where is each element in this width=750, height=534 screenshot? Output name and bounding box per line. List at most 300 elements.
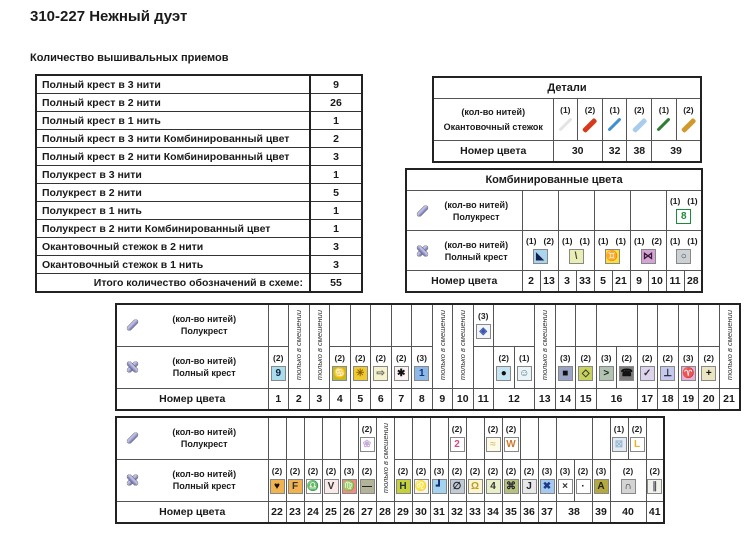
empty-cell (556, 417, 592, 459)
details-table (432, 76, 702, 163)
empty-cell (538, 417, 556, 459)
empty-cell (268, 417, 286, 459)
symbol-cell (371, 346, 392, 388)
symbol-swatch: ⊠ (612, 437, 627, 452)
empty-cell (430, 417, 448, 459)
mix-only-text: только в смешении (724, 309, 734, 380)
stitch-type-cell: Полукрест в 1 нить (36, 202, 310, 220)
stitch-type-label: Полный крест (444, 251, 508, 262)
symbol-cell (448, 459, 466, 501)
color-number: 28 (684, 271, 702, 293)
symbol-swatch: F (288, 479, 303, 494)
table-row (36, 130, 362, 148)
symbol-swatch: ◈ (476, 324, 491, 339)
symbol-cell (340, 459, 358, 501)
thread-count-label: (2) (634, 105, 645, 115)
thread-count-label: (2) (631, 423, 643, 434)
combined-symbol-cell (522, 231, 558, 271)
threads-label: (кол-во нитей) (172, 427, 237, 438)
thread-count-label: (2) (580, 352, 591, 363)
thread-count-label: (1) (687, 196, 698, 206)
color-number: 35 (502, 501, 520, 523)
thread-count-label: (3) (478, 310, 489, 321)
thread-count-label: (2) (683, 105, 694, 115)
symbol-cell (268, 459, 286, 501)
stitch-type-cell: Полный крест в 2 нити (36, 94, 310, 112)
mix-only-text: только в смешении (380, 422, 390, 493)
mix-only-cell (376, 417, 394, 501)
mix-only-text: только в смешении (314, 309, 324, 380)
symbol-cell (617, 346, 638, 388)
empty-cell (371, 304, 392, 346)
symbol-swatch: ● (496, 366, 511, 381)
color-number: 2 (289, 388, 310, 410)
table-row (36, 148, 362, 166)
empty-cell (596, 304, 637, 346)
symbol-cell (358, 459, 376, 501)
thread-count-label: (2) (621, 352, 632, 363)
symbol-cell (484, 417, 502, 459)
thread-count-label: (2) (469, 465, 481, 476)
thread-count-labels (559, 235, 594, 248)
symbol-cell (286, 459, 304, 501)
thread-count-label: (2) (361, 423, 373, 434)
symbol-cell (473, 304, 494, 346)
stitch-count-cell: 1 (310, 112, 362, 130)
color-number: 21 (612, 271, 630, 293)
stitch-type-cell: Полный крест в 1 нить (36, 112, 310, 130)
symbol-cell (610, 417, 628, 459)
total-count-cell: 55 (310, 274, 362, 293)
symbol-swatch: 4 (486, 479, 501, 494)
empty-cell (494, 304, 535, 346)
color-number: 13 (535, 388, 556, 410)
stitch-type-label: Полукрест (180, 439, 228, 450)
thread-count-label: (2) (505, 423, 517, 434)
full-cross-icon (125, 473, 140, 488)
symbol-cell (268, 346, 289, 388)
color-number: 26 (340, 501, 358, 523)
color-number-label: Номер цвета (116, 388, 268, 410)
threads-label: (кол-во нитей) (172, 356, 237, 366)
empty-cell (473, 346, 494, 388)
mix-only-text: только в смешении (458, 309, 468, 380)
color-number: 1 (268, 388, 289, 410)
symbol-swatch: ♌ (414, 480, 428, 492)
edge-stroke-mark (557, 117, 574, 132)
color-number: 2 (522, 271, 540, 293)
color-number: 9 (630, 271, 648, 293)
symbol-cell (350, 346, 371, 388)
thread-count-label: (2) (651, 236, 662, 246)
stats-table (35, 74, 363, 293)
empty-cell (330, 304, 351, 346)
full-cross-row-label (116, 346, 268, 388)
symbol-swatch: × (558, 479, 573, 494)
color-number: 33 (466, 501, 484, 523)
color-number: 19 (678, 388, 699, 410)
edge-stitch-label (433, 99, 553, 141)
empty-cell (678, 304, 699, 346)
color-number: 11 (473, 388, 494, 410)
empty-cell (646, 417, 664, 459)
stitch-type-label: Полукрест (452, 211, 500, 222)
symbol-swatch: ∅ (450, 479, 465, 494)
symbol-swatch: ♥ (270, 479, 285, 494)
empty-cell (350, 304, 371, 346)
thread-count-label: (1) (669, 236, 681, 246)
color-number: 28 (376, 501, 394, 523)
stitch-type-cell: Полный крест в 2 нити Комбинированный цвет (36, 148, 310, 166)
symbol-cell (484, 459, 502, 501)
symbol-cell (592, 459, 610, 501)
color-number-label: Номер цвета (433, 141, 553, 163)
symbol-swatch: 8 (676, 209, 691, 224)
thread-count-label: (3) (601, 352, 612, 363)
symbol-swatch: ∩ (621, 479, 636, 494)
symbol-cell (502, 417, 520, 459)
color-number-label: Номер цвета (406, 271, 522, 293)
mix-only-cell (289, 304, 310, 388)
color-number: 40 (610, 501, 646, 523)
symbol-swatch: ☎ (620, 367, 633, 379)
table-row-total (36, 274, 362, 293)
empty-cell (412, 417, 430, 459)
symbol-cell (494, 346, 515, 388)
color-number: 25 (322, 501, 340, 523)
stitch-type-cell: Полный крест в 3 нити Комбинированный цвет (36, 130, 310, 148)
symbol-cell (304, 459, 322, 501)
full-cross-icon (125, 360, 140, 375)
thread-count-label: (2) (451, 465, 463, 476)
symbol-swatch: Ω (468, 479, 483, 494)
empty-cell (594, 191, 630, 231)
symbol-swatch: \ (569, 249, 584, 264)
mix-only-text: только в смешении (540, 309, 550, 380)
thread-count-label: (1) (598, 236, 609, 246)
color-number: 20 (699, 388, 720, 410)
edge-stitch-text: Окантовочный стежок (443, 121, 543, 132)
color-number: 33 (576, 271, 594, 293)
symbol-cell (430, 459, 448, 501)
thread-count-label: (1) (615, 236, 626, 246)
thread-count-label: (1) (562, 236, 573, 246)
thread-count-label: (2) (415, 465, 427, 476)
symbol-swatch: ☺ (517, 366, 532, 381)
symbol-cell (646, 459, 664, 501)
edge-stroke-cell (602, 99, 627, 141)
thread-count-label: (3) (416, 352, 427, 363)
symbol-cell (628, 417, 646, 459)
stitch-count-cell: 1 (310, 202, 362, 220)
table-row (36, 238, 362, 256)
combined-symbol-cell (666, 231, 702, 271)
t1-table (115, 303, 741, 411)
full-cross-row-label (406, 231, 522, 271)
combined-colors-table (405, 168, 703, 293)
thread-count-label: (1) (634, 236, 645, 246)
thread-count-label: (2) (375, 352, 386, 363)
symbol-swatch: ∥ (647, 479, 662, 494)
symbol-swatch: ⊥ (660, 366, 675, 381)
thread-count-label: (2) (577, 465, 589, 476)
symbol-cell (610, 459, 646, 501)
thread-count-label: (1) (560, 105, 571, 115)
thread-count-label: (3) (541, 465, 553, 476)
thread-count-label: (3) (595, 465, 607, 476)
symbol-swatch: — (360, 479, 375, 494)
symbol-swatch: ♈ (682, 367, 695, 379)
color-number: 36 (520, 501, 538, 523)
thread-count-label: (2) (662, 352, 673, 363)
symbol-cell (448, 417, 466, 459)
thread-count-label: (1) (526, 236, 537, 246)
symbol-cell (394, 459, 412, 501)
symbol-swatch: ⇨ (373, 366, 388, 381)
empty-cell (412, 304, 433, 346)
symbol-swatch: > (599, 366, 614, 381)
color-number: 6 (371, 388, 392, 410)
color-number: 16 (596, 388, 637, 410)
empty-cell (555, 304, 576, 346)
half-cross-icon (415, 203, 430, 218)
color-number: 29 (394, 501, 412, 523)
symbol-swatch: · (576, 479, 591, 494)
half-cross-icon (125, 318, 140, 333)
symbol-swatch: H (396, 479, 411, 494)
symbol-swatch: ♋ (333, 367, 346, 379)
symbol-swatch: 2 (450, 437, 465, 452)
edge-stroke-cell (553, 99, 578, 141)
mix-only-cell (719, 304, 740, 388)
threads-label: (кол-во нитей) (461, 106, 526, 117)
stitch-count-cell: 3 (310, 148, 362, 166)
empty-cell (520, 417, 538, 459)
color-number: 38 (556, 501, 592, 523)
color-number: 30 (553, 141, 602, 163)
stitch-type-cell: Полный крест в 3 нити (36, 75, 310, 94)
stitch-count-cell: 3 (310, 238, 362, 256)
stitch-count-cell: 3 (310, 256, 362, 274)
symbol-swatch: ■ (558, 366, 573, 381)
full-cross-icon (415, 243, 430, 258)
symbol-cell (574, 459, 592, 501)
color-number: 17 (637, 388, 658, 410)
symbol-cell (358, 417, 376, 459)
thread-count-label: (2) (396, 352, 407, 363)
combined-symbol-cell (666, 191, 702, 231)
edge-stroke-mark (655, 117, 672, 132)
thread-count-labels (667, 195, 702, 208)
stitch-type-cell: Окантовочный стежок в 1 нить (36, 256, 310, 274)
color-number: 31 (430, 501, 448, 523)
thread-count-label: (2) (334, 352, 345, 363)
color-number: 3 (309, 388, 330, 410)
thread-count-label: (2) (584, 105, 596, 115)
symbol-swatch: ✱ (394, 366, 409, 381)
thread-count-labels (523, 235, 558, 248)
stats-heading: Количество вышивальных приемов (30, 52, 229, 64)
color-number: 12 (494, 388, 535, 410)
color-number: 38 (627, 141, 652, 163)
thread-count-label: (1) (669, 196, 681, 206)
mix-only-cell (453, 304, 474, 388)
symbol-cell (658, 346, 679, 388)
symbol-swatch: ┛ (432, 479, 447, 494)
thread-count-label: (2) (642, 352, 653, 363)
color-number: 11 (666, 271, 684, 293)
half-cross-icon (125, 431, 140, 446)
symbol-swatch: ≈ (486, 437, 501, 452)
symbol-swatch: ♊ (605, 251, 619, 262)
mix-only-cell (432, 304, 453, 388)
thread-count-label: (2) (487, 423, 499, 434)
edge-stroke-cell (578, 99, 603, 141)
color-number: 39 (652, 141, 701, 163)
symbol-cell (538, 459, 556, 501)
color-number: 37 (538, 501, 556, 523)
edge-stroke-mark (606, 117, 623, 132)
empty-cell (558, 191, 594, 231)
color-number: 39 (592, 501, 610, 523)
thread-count-label: (2) (487, 465, 499, 476)
thread-count-label: (3) (683, 352, 694, 363)
symbol-swatch: ⋈ (641, 249, 656, 264)
color-number: 5 (594, 271, 612, 293)
edge-stroke-cell (627, 99, 652, 141)
empty-cell (304, 417, 322, 459)
symbol-cell (391, 346, 412, 388)
thread-count-label: (3) (560, 352, 571, 363)
symbol-cell (514, 346, 535, 388)
symbol-cell (502, 459, 520, 501)
symbol-swatch: ♍ (342, 480, 356, 492)
stitch-count-cell: 9 (310, 75, 362, 94)
empty-cell (637, 304, 658, 346)
empty-cell (658, 304, 679, 346)
half-cross-row-label (406, 191, 522, 231)
symbol-swatch: V (324, 479, 339, 494)
mix-only-cell (535, 304, 556, 388)
symbol-swatch: 1 (414, 366, 429, 381)
color-number: 34 (484, 501, 502, 523)
thread-count-label: (1) (658, 105, 670, 115)
color-number: 10 (453, 388, 474, 410)
stitch-count-cell: 1 (310, 220, 362, 238)
table-row (36, 75, 362, 94)
thread-count-label: (3) (343, 465, 355, 476)
symbol-swatch: ❀ (360, 437, 375, 452)
color-number: 27 (358, 501, 376, 523)
page-title: 310-227 Нежный дуэт (30, 8, 188, 25)
t2-table (115, 416, 665, 524)
symbol-swatch: ✳ (353, 366, 368, 381)
thread-count-label: (2) (451, 423, 463, 434)
combined-colors-title: Комбинированные цвета (406, 169, 702, 191)
symbol-swatch: ✓ (640, 366, 655, 381)
thread-count-label: (1) (687, 236, 698, 246)
empty-cell (286, 417, 304, 459)
color-number: 21 (719, 388, 740, 410)
thread-count-label: (2) (397, 465, 409, 476)
color-number: 32 (448, 501, 466, 523)
symbol-swatch: ⌘ (504, 479, 519, 494)
thread-count-label: (2) (325, 465, 337, 476)
table-row (36, 166, 362, 184)
table-row (36, 112, 362, 130)
thread-count-label: (2) (271, 465, 283, 476)
thread-count-label: (2) (273, 352, 284, 363)
threads-label: (кол-во нитей) (172, 469, 237, 479)
stitch-type-label: Полукрест (180, 326, 228, 337)
empty-cell (340, 417, 358, 459)
thread-count-label: (1) (609, 105, 620, 115)
thread-count-label: (2) (289, 465, 301, 476)
color-number: 7 (391, 388, 412, 410)
symbol-cell (520, 459, 538, 501)
thread-count-label: (1) (613, 423, 625, 434)
empty-cell (522, 191, 558, 231)
thread-count-label: (2) (523, 465, 535, 476)
color-number: 4 (330, 388, 351, 410)
empty-cell (576, 304, 597, 346)
full-cross-row-label (116, 459, 268, 501)
empty-cell (268, 304, 289, 346)
stitch-count-cell: 5 (310, 184, 362, 202)
empty-cell (630, 191, 666, 231)
symbol-cell (678, 346, 699, 388)
table-row (36, 94, 362, 112)
stitch-count-cell: 2 (310, 130, 362, 148)
color-number: 9 (432, 388, 453, 410)
symbol-cell (412, 346, 433, 388)
combined-symbol-cell (594, 231, 630, 271)
stitch-type-cell: Полукрест в 3 нити (36, 166, 310, 184)
color-number: 3 (558, 271, 576, 293)
symbol-cell (412, 459, 430, 501)
color-number: 24 (304, 501, 322, 523)
mix-only-text: только в смешении (437, 309, 447, 380)
stitch-count-cell: 26 (310, 94, 362, 112)
thread-count-labels (631, 235, 666, 248)
symbol-swatch: ◣ (533, 249, 548, 264)
combined-symbol-cell (630, 231, 666, 271)
edge-stroke-mark (680, 117, 697, 132)
symbol-swatch: ○ (676, 249, 691, 264)
empty-cell (322, 417, 340, 459)
symbol-swatch: W (504, 437, 519, 452)
mix-only-text: только в смешении (294, 309, 304, 380)
thread-count-label: (2) (498, 352, 509, 363)
table-row (36, 256, 362, 274)
threads-label: (кол-во нитей) (444, 199, 509, 210)
stitch-type-label: Полный крест (172, 368, 236, 378)
half-cross-row-label (116, 304, 268, 346)
stitch-type-cell: Окантовочный стежок в 2 нити (36, 238, 310, 256)
empty-cell (592, 417, 610, 459)
table-row (36, 220, 362, 238)
thread-count-label: (2) (361, 465, 373, 476)
symbol-cell (699, 346, 720, 388)
symbol-cell (322, 459, 340, 501)
thread-count-label: (3) (559, 465, 571, 476)
thread-count-labels (667, 235, 702, 248)
color-number: 30 (412, 501, 430, 523)
thread-count-label: (1) (519, 352, 530, 363)
symbol-cell (596, 346, 617, 388)
color-number: 13 (540, 271, 558, 293)
color-number: 10 (648, 271, 666, 293)
